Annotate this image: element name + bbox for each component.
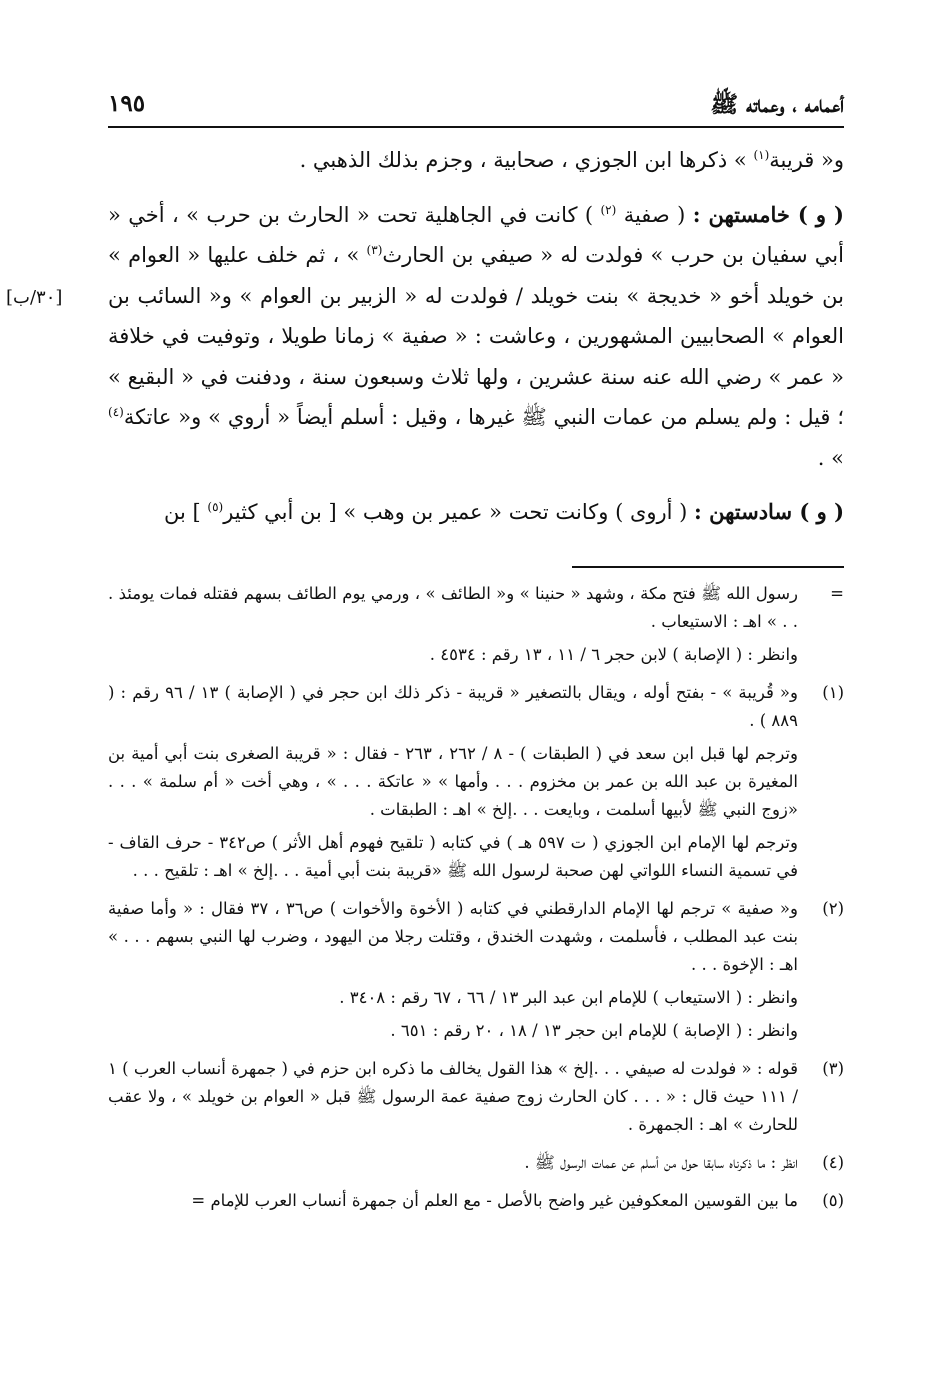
footnote-text bbox=[108, 1055, 798, 1144]
footnote-paragraph: وانظر : ( الإصابة ) للإمام ابن حجر ١٣ / ١٨ ، ٢٠ رقم : ٦٥١ . bbox=[390, 1021, 798, 1040]
footnote-ref: (٣) bbox=[366, 243, 383, 257]
footnote-paragraph: رسول الله ﷺ فتح مكة ، وشهد « حنينا » و« الطائف » ، ورمي يوم الطائف بسهم فقتله فمات يومئذ . . . » اهـ : الاستيعاب . bbox=[108, 584, 798, 631]
paragraph-lead: ( و ) سادستهن : bbox=[694, 499, 844, 524]
footnote-number: = bbox=[830, 584, 844, 603]
paragraph-fifth-aunt bbox=[108, 195, 844, 479]
footnote-number: (١) bbox=[822, 683, 844, 702]
text-run: ( أروى ) وكانت تحت « عمير بن وهب » [ بن أبي كثير bbox=[223, 500, 695, 524]
footnote-paragraph: قوله : « فولدت له صيفي . . .إلخ » هذا القول يخالف ما ذكره ابن حزم في ( جمهرة أنساب العرب ) ١ / ١١١ حيث قال : « . . . كان الحارث زوج صفية عمة الرسول ﷺ قبل « العوام بن خويلد » ، ولا عقب للحارث » اهـ : الجمهرة . bbox=[108, 1059, 798, 1134]
text-run: » ، ثم خلف عليها « العوام » بن خويلد أخو « خديجة » بنت خويلد / فولدت له « الزبير بن العوام » و« السائب بن العوام » الصحابيين المشهورين ، وعاشت : « صفية » زمانا طويلا ، وتوفيت في خلافة « عمر » رضي الله عنه سنة عشرين ، ولها ثلاث وسبعون سنة ، ودفنت في « البقيع » ؛ قيل : ولم يسلم من عمات النبي ﷺ غيرها ، وقيل : أسلم أيضاً « أروي » و« عاتكة bbox=[108, 243, 844, 429]
footnote-2 bbox=[108, 895, 844, 1050]
footnote-ref: (١) bbox=[753, 148, 770, 162]
footnote-text bbox=[108, 1149, 798, 1182]
paragraph-qariba bbox=[108, 140, 844, 181]
running-title: أعمامه ، وعماته ﷺ bbox=[710, 91, 844, 118]
text-run: ) كانت في الجاهلية تحت « الحارث بن حرب » ، أخي « أبي سفيان بن حرب » فولدت له « صيفي بن الحارث bbox=[108, 202, 844, 267]
footnote-text bbox=[108, 679, 798, 890]
paragraph-lead: ( و ) خامستهن : bbox=[692, 201, 844, 227]
folio-margin-note: [٣٠/ب] bbox=[6, 287, 63, 308]
footnote-paragraph: وانظر : ( الإصابة ) لابن حجر ٦ / ١١ ، ١٣ رقم : ٤٥٣٤ . bbox=[429, 645, 798, 664]
text-run: » . bbox=[817, 445, 844, 470]
footnote-paragraph: و« صفية » ترجم لها الإمام الدارقطني في كتابه ( الأخوة والأخوات ) ص٣٦ ، ٣٧ فقال : « وأما صفية بنت عبد المطلب ، فأسلمت ، وشهدت الخندق ، وقتلت رجلا من اليهود ، وضرب لها النبي بسهم . . . » اهـ : الإخوة . . . bbox=[108, 899, 799, 974]
main-text bbox=[108, 140, 844, 533]
footnote-paragraph: و« قُريبة » - بفتح أوله ، ويقال بالتصغير « قريبة - ذكر ذلك ابن حجر في ( الإصابة ) ١٣ / ٩٦ رقم : ( ٨٨٩ ) . bbox=[108, 683, 798, 730]
page-header bbox=[108, 84, 844, 128]
footnote-number: (٢) bbox=[822, 899, 844, 918]
text-run: ] بن bbox=[164, 500, 208, 524]
footnote-ref: (٥) bbox=[207, 500, 224, 514]
footnotes bbox=[108, 580, 844, 1225]
footnote-ref: (٤) bbox=[108, 405, 124, 419]
footnote-text bbox=[108, 580, 798, 674]
footnote-text bbox=[108, 1187, 798, 1220]
text-run: » ذكرها ابن الجوزي ، صحابية ، وجزم بذلك الذهبي . bbox=[299, 148, 754, 172]
footnote-4 bbox=[108, 1149, 844, 1182]
footnote-paragraph: ما بين القوسين المعكوفين غير واضح بالأصل - مع العلم أن جمهرة أنساب العرب للإمام = bbox=[191, 1191, 798, 1210]
footnote-paragraph: وترجم لها الإمام ابن الجوزي ( ت ٥٩٧ هـ ) في كتابه ( تلقيح فهوم أهل الأثر ) ص٣٤٢ - حرف القاف - في تسمية النساء اللواتي لهن صحبة لرسول الله ﷺ «قريبة بنت أبي أمية . . .إلخ » اهـ : تلقيح . . . bbox=[108, 833, 798, 880]
footnote-continued bbox=[108, 580, 844, 674]
footnote-paragraph: انظر : ما ذكرناه سابقا حول من أسلم عن عمات الرسول ﷺ . bbox=[524, 1153, 798, 1172]
footnote-paragraph: وترجم لها قبل ابن سعد في ( الطبقات ) - ٨ / ٢٦٢ ، ٢٦٣ - فقال : « قريبة الصغرى بنت أبي أمية بن المغيرة بن عبد الله بن عمر بن مخزوم . . . وأمها » « عاتكة . . . » ، وهي أخت « أم سلمة » . . . «زوج النبي ﷺ لأبيها أسلمت ، وبايعت . . .إلخ » اهـ : الطبقات . bbox=[108, 744, 798, 819]
footnote-separator bbox=[572, 566, 844, 568]
page-number: ١٩٥ bbox=[108, 90, 146, 117]
footnote-3 bbox=[108, 1055, 844, 1144]
footnote-number: (٣) bbox=[822, 1059, 844, 1078]
footnote-paragraph: وانظر : ( الاستيعاب ) للإمام ابن عبد البر ١٣ / ٦٦ ، ٦٧ رقم : ٣٤٠٨ . bbox=[339, 988, 798, 1007]
footnote-1 bbox=[108, 679, 844, 890]
footnote-number: (٥) bbox=[822, 1191, 844, 1210]
footnote-5 bbox=[108, 1187, 844, 1220]
paragraph-sixth-aunt bbox=[108, 492, 844, 533]
text-run: و« قريبة bbox=[769, 148, 844, 172]
text-run: ( صفية bbox=[616, 202, 693, 227]
footnote-number: (٤) bbox=[822, 1153, 844, 1172]
footnote-ref: (٢) bbox=[600, 202, 617, 217]
footnote-text bbox=[108, 895, 798, 1050]
